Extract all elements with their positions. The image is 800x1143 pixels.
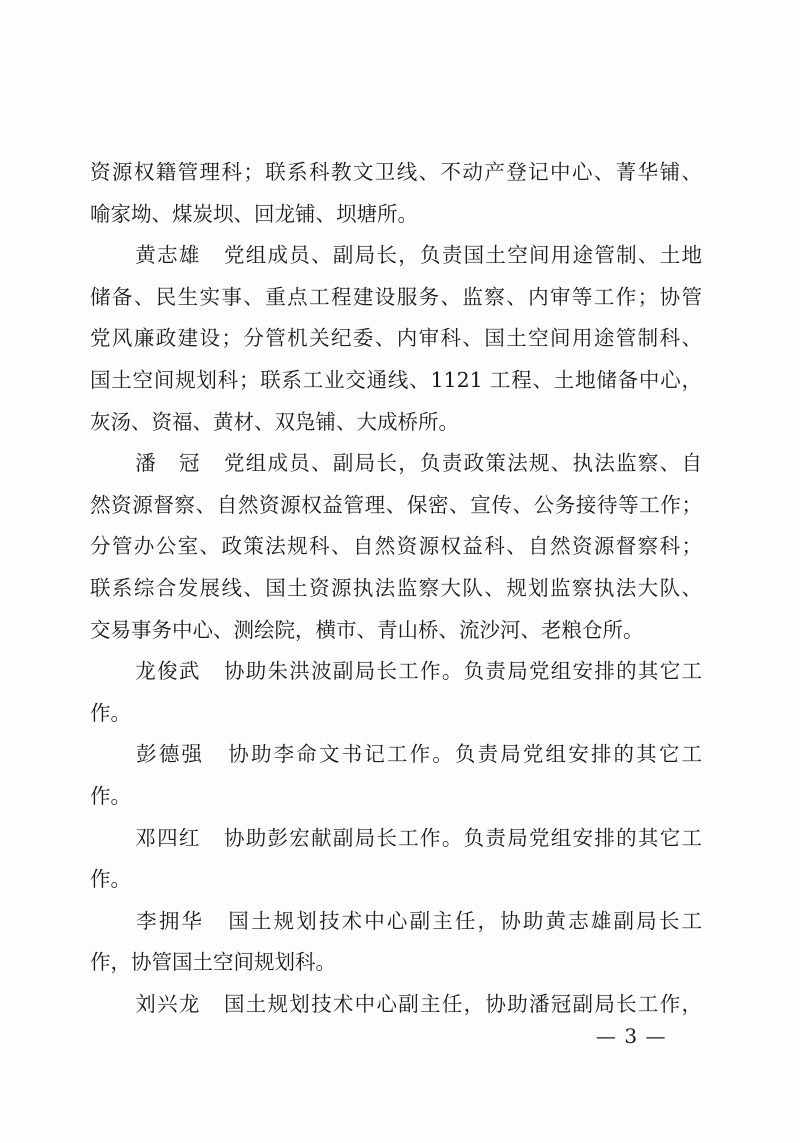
person-name-long: 龙俊武 — [134, 659, 201, 684]
duty-text: 党组成员、副局长，负责国土空间用途管制、土地 — [222, 243, 702, 268]
text-line — [90, 984, 702, 1026]
person-name-deng: 邓四红 — [134, 825, 201, 850]
text-line: 灰汤、资福、黄材、双凫铺、大成桥所。 — [90, 409, 459, 434]
person-name-huang: 黄志雄 — [134, 243, 201, 268]
text-line — [90, 235, 702, 277]
duty-text: 党组成员、副局长，负责政策法规、执法监察、自 — [222, 451, 702, 476]
text-line — [90, 901, 702, 943]
text-line — [90, 734, 702, 776]
person-name-li: 李拥华 — [134, 908, 205, 933]
text-line: 资源权籍管理科；联系科教文卫线、不动产登记中心、菁华铺、 — [90, 160, 702, 184]
duty-text: 协助彭宏献副局长工作。负责局党组安排的其它工 — [222, 825, 702, 850]
text-line: 作，协管国土空间规划科。 — [90, 950, 336, 975]
text-line — [90, 443, 702, 485]
duty-text: 国土规划技术中心副主任，协助潘冠副局长工作， — [222, 991, 702, 1016]
text-line: 储备、民生实事、重点工程建设服务、监察、内审等工作；协管 — [90, 284, 702, 309]
text-line: 联系综合发展线、国土资源执法监察大队、规划监察执法大队、 — [90, 575, 702, 600]
text-line: 交易事务中心、测绘院，横市、青山桥、流沙河、老粮仓所。 — [90, 617, 644, 642]
text-line: 然资源督察、自然资源权益管理、保密、宣传、公务接待等工作； — [90, 492, 702, 517]
page-number: — 3 — — [596, 1024, 667, 1048]
text-line — [90, 651, 702, 693]
duty-text: 协助李命文书记工作。负责局党组安排的其它工 — [226, 742, 702, 767]
text-line: 国土空间规划科；联系工业交通线、1121 工程、土地储备中心， — [90, 367, 702, 392]
person-name-pan: 潘 冠 — [134, 451, 201, 476]
text-line: 分管办公室、政策法规科、自然资源权益科、自然资源督察科； — [90, 534, 702, 559]
body-text — [90, 152, 702, 1025]
duty-text: 国土规划技术中心副主任，协助黄志雄副局长工 — [226, 908, 702, 933]
duty-text: 协助朱洪波副局长工作。负责局党组安排的其它工 — [222, 659, 702, 684]
person-name-peng: 彭德强 — [134, 742, 205, 767]
text-line: 作。 — [90, 700, 131, 725]
text-line: 党风廉政建设；分管机关纪委、内审科、国土空间用途管制科、 — [90, 326, 702, 351]
person-name-liu: 刘兴龙 — [134, 991, 201, 1016]
text-line: 作。 — [90, 783, 131, 808]
text-line: 喻家坳、煤炭坝、回龙铺、坝塘所。 — [90, 201, 418, 226]
text-line — [90, 818, 702, 860]
text-line: 作。 — [90, 867, 131, 892]
